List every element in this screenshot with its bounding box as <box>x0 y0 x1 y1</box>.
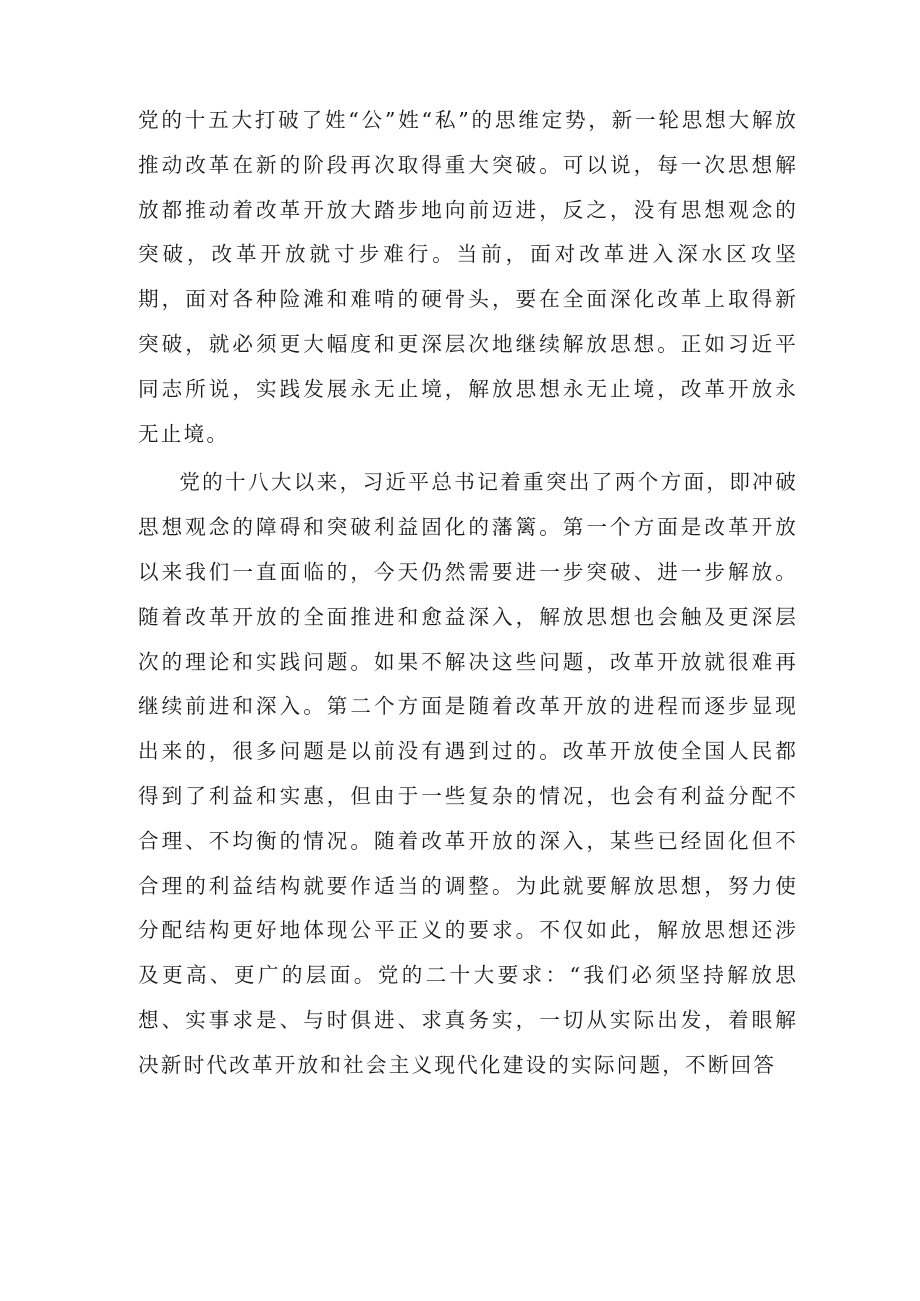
paragraph-2: 党的十八大以来，习近平总书记着重突出了两个方面，即冲破思想观念的障碍和突破利益固化的藩篱。第一个方面是改革开放以来我们一直面临的，今天仍然需要进一步突破、进一步解放。随着改革开放的全面推进和愈益深入，解放思想也会触及更深层次的理论和实践问题。如果不解决这些问题，改革开放就很难再继续前进和深入。第二个方面是随着改革开放的进程而逐步显现出来的，很多问题是以前没有遇到过的。改革开放使全国人民都得到了利益和实惠，但由于一些复杂的情况，也会有利益分配不合理、不均衡的情况。随着改革开放的深入，某些已经固化但不合理的利益结构就要作适当的调整。为此就要解放思想，努力使分配结构更好地体现公平正义的要求。不仅如此，解放思想还涉及更高、更广的层面。党的二十大要求：“我们必须坚持解放思想、实事求是、与时俱进、求真务实，一切从实际出发，着眼解决新时代改革开放和社会主义现代化建设的实际问题，不断回答 <box>138 470 798 1077</box>
paragraph-1: 党的十五大打破了姓“公”姓“私”的思维定势，新一轮思想大解放推动改革在新的阶段再次取得重大突破。可以说，每一次思想解放都推动着改革开放大踏步地向前迈进，反之，没有思想观念的突破，改革开放就寸步难行。当前，面对改革进入深水区攻坚期，面对各种险滩和难啃的硬骨头，要在全面深化改革上取得新突破，就必须更大幅度和更深层次地继续解放思想。正如习近平同志所说，实践发展永无止境，解放思想永无止境，改革开放永无止境。 <box>138 108 798 446</box>
document-body <box>138 98 798 1088</box>
